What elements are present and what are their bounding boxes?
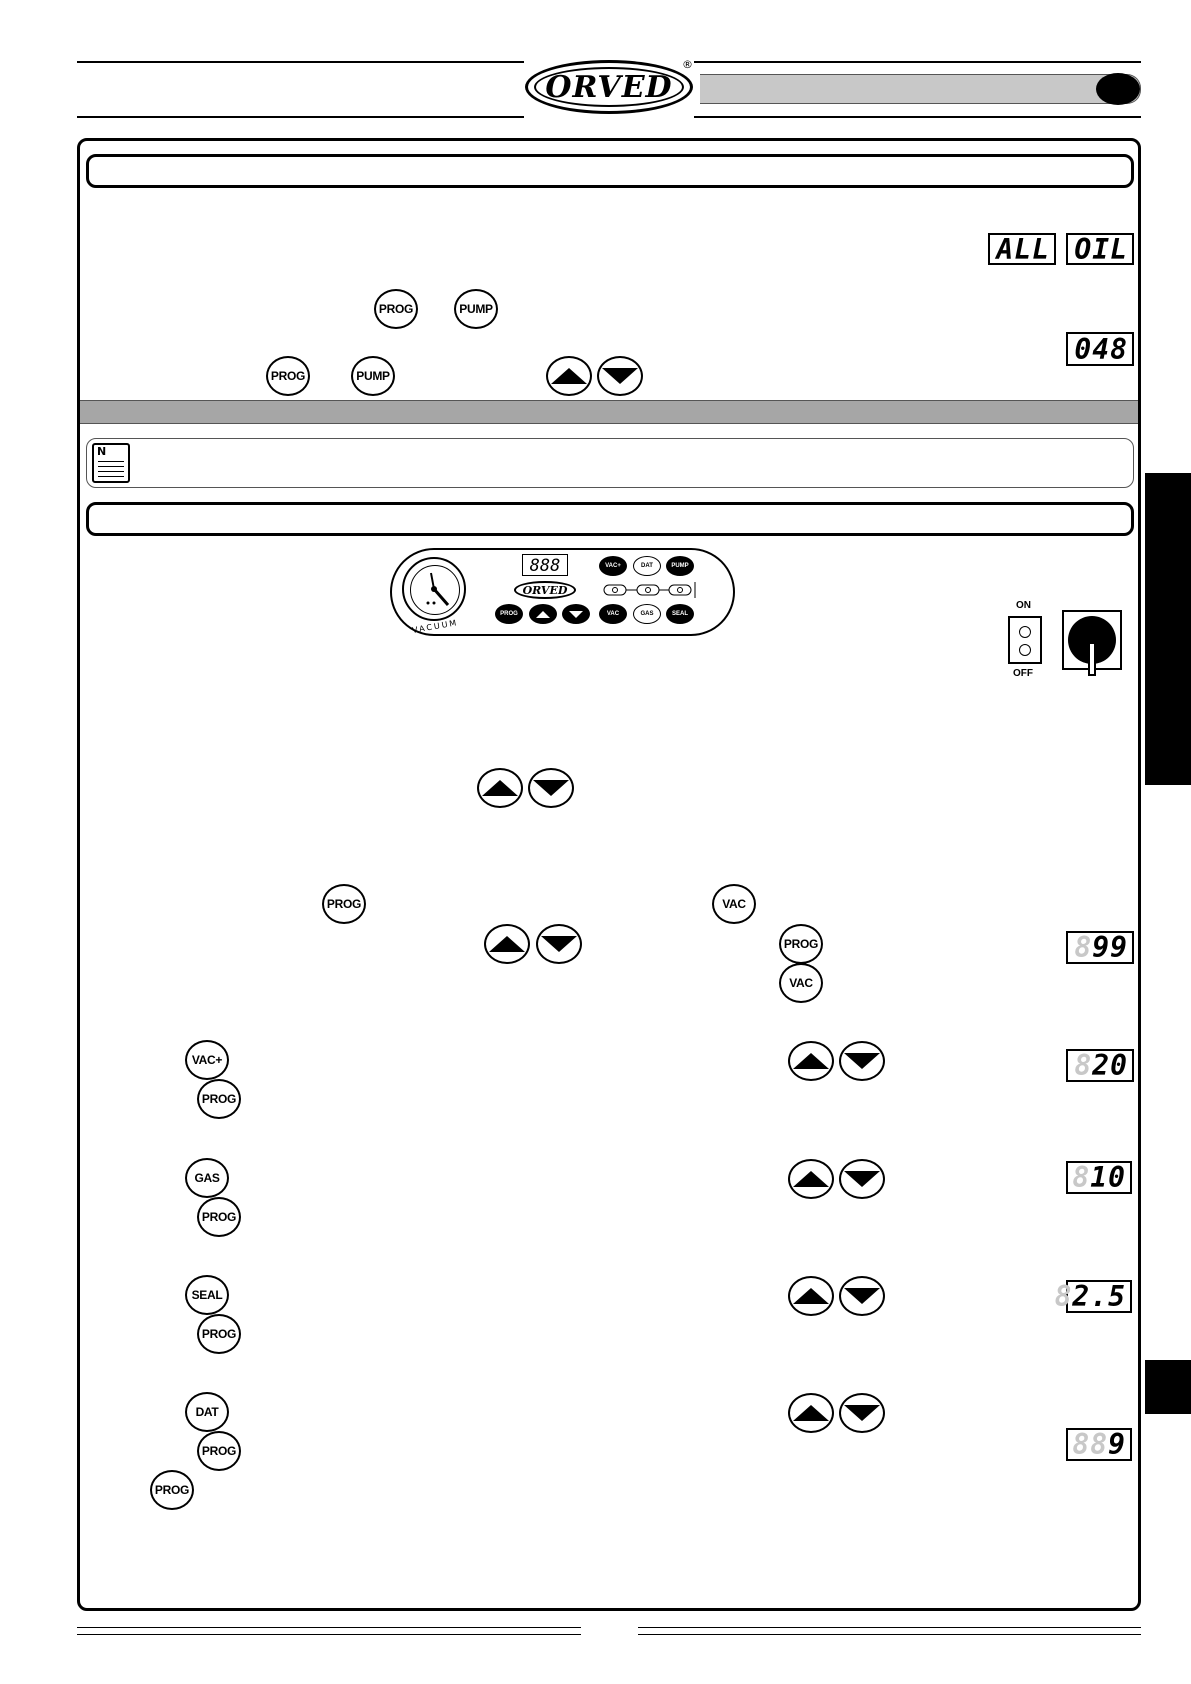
- orved-logo: [525, 60, 693, 114]
- arrow-down-button[interactable]: [839, 1276, 885, 1316]
- display-dat-value: 9: [1108, 1428, 1126, 1461]
- prog-button-label: PROG: [270, 369, 306, 383]
- arrow-up-button[interactable]: [788, 1159, 834, 1199]
- display-vac-value: 99: [1092, 931, 1128, 964]
- arrow-up-icon: [793, 1288, 829, 1304]
- prog-button-label: PROG: [201, 1444, 237, 1458]
- display-all-text: ALL: [996, 232, 1050, 266]
- display-gas-value: 10: [1090, 1161, 1126, 1194]
- pump-button[interactable]: [454, 289, 498, 329]
- panel-up-button: [529, 604, 557, 624]
- arrow-up-icon: [489, 936, 525, 952]
- vacplus-button[interactable]: [185, 1040, 229, 1080]
- arrow-up-button[interactable]: [788, 1276, 834, 1316]
- prog-button[interactable]: [150, 1470, 194, 1510]
- arrow-up-button[interactable]: [546, 356, 592, 396]
- display-seal-value: 2.5: [1072, 1280, 1126, 1313]
- pump-button-label: PUMP: [459, 302, 493, 316]
- display-vacplus-dim: 8: [1074, 1049, 1093, 1082]
- display-dat: [1066, 1428, 1132, 1461]
- arrow-down-icon: [844, 1171, 880, 1187]
- arrow-up-button[interactable]: [477, 768, 523, 808]
- side-tab-chapter: [1145, 473, 1191, 785]
- arrow-down-button[interactable]: [839, 1159, 885, 1199]
- panel-down-button: [562, 604, 590, 624]
- panel-display: 888: [522, 554, 568, 576]
- arrow-down-icon: [844, 1288, 880, 1304]
- vac-button[interactable]: [779, 963, 823, 1003]
- vacplus-button-label: VAC+: [191, 1053, 223, 1067]
- header-grey-bar: [700, 74, 1141, 104]
- rotary-switch-icon[interactable]: [1062, 610, 1122, 670]
- footer-rule-left-1: [77, 1627, 581, 1628]
- panel-vac-button: VAC: [599, 604, 627, 624]
- section-title-bar-alarm: [86, 154, 1134, 188]
- switch-on-label: ON: [1016, 600, 1031, 611]
- panel-seal-button: SEAL: [666, 604, 694, 624]
- header-black-tab: [1096, 73, 1140, 105]
- header-rule-right-bottom: [694, 116, 1141, 118]
- panel-dat-button: DAT: [633, 556, 661, 576]
- dat-button-label: DAT: [195, 1405, 219, 1419]
- arrow-down-icon: [541, 936, 577, 952]
- prog-button[interactable]: [197, 1197, 241, 1237]
- prog-button[interactable]: [779, 924, 823, 964]
- arrow-down-icon: [844, 1053, 880, 1069]
- gauge-label: VACUUM: [411, 618, 459, 635]
- gas-button-label: GAS: [194, 1171, 220, 1185]
- arrow-down-button[interactable]: [536, 924, 582, 964]
- display-vacplus-value: 20: [1092, 1049, 1128, 1082]
- vac-button[interactable]: [712, 884, 756, 924]
- display-all: [988, 233, 1056, 265]
- arrow-up-button[interactable]: [788, 1041, 834, 1081]
- display-gas: [1066, 1161, 1132, 1194]
- rocker-switch-icon[interactable]: [1008, 616, 1042, 664]
- dat-button[interactable]: [185, 1392, 229, 1432]
- arrow-down-button[interactable]: [839, 1393, 885, 1433]
- panel-arrow-down-icon: [569, 611, 583, 618]
- footer-rule-left-2: [77, 1634, 581, 1635]
- seal-button-label: SEAL: [191, 1288, 223, 1302]
- display-vacplus: [1066, 1049, 1134, 1082]
- prog-button-label: PROG: [154, 1483, 190, 1497]
- display-dat-dim: 88: [1072, 1428, 1109, 1461]
- arrow-up-icon: [793, 1171, 829, 1187]
- prog-button[interactable]: [322, 884, 366, 924]
- arrow-down-icon: [844, 1405, 880, 1421]
- display-seal-dim: 8: [1054, 1280, 1073, 1313]
- display-seal: [1054, 1280, 1132, 1313]
- arrow-up-icon: [793, 1405, 829, 1421]
- panel-prog-button: PROG: [495, 604, 523, 624]
- panel-logo: ORVED: [514, 581, 576, 599]
- arrow-up-icon: [551, 368, 587, 384]
- seal-button[interactable]: [185, 1275, 229, 1315]
- panel-chain-icons: [603, 582, 699, 598]
- arrow-up-icon: [793, 1053, 829, 1069]
- footer-rule-right-2: [638, 1634, 1141, 1635]
- pump-button[interactable]: [351, 356, 395, 396]
- display-oil-hours: [1066, 332, 1134, 366]
- display-vac-dim: 8: [1074, 931, 1093, 964]
- prog-button-label: PROG: [326, 897, 362, 911]
- prog-button[interactable]: [266, 356, 310, 396]
- prog-button[interactable]: [197, 1079, 241, 1119]
- prog-button[interactable]: [197, 1314, 241, 1354]
- grey-separator-band: [80, 400, 1138, 424]
- footer-rule-right-1: [638, 1627, 1141, 1628]
- arrow-down-icon: [602, 368, 638, 384]
- arrow-up-button[interactable]: [788, 1393, 834, 1433]
- gas-button[interactable]: [185, 1158, 229, 1198]
- arrow-down-button[interactable]: [597, 356, 643, 396]
- section-title-bar-program: [86, 502, 1134, 536]
- switch-off-label: OFF: [1013, 668, 1033, 679]
- header-rule-left-top: [77, 61, 524, 63]
- arrow-down-button[interactable]: [839, 1041, 885, 1081]
- prog-button-label: PROG: [783, 937, 819, 951]
- display-gas-dim: 8: [1072, 1161, 1091, 1194]
- header-rule-right-top: [694, 61, 1141, 63]
- vacuum-gauge-icon: [402, 557, 466, 621]
- display-oil: [1066, 233, 1134, 265]
- prog-button[interactable]: [197, 1431, 241, 1471]
- panel-arrow-up-icon: [536, 611, 550, 618]
- header-rule-left-bottom: [77, 116, 524, 118]
- note-box: [86, 438, 1134, 488]
- note-icon: N: [92, 443, 130, 483]
- panel-pump-button: PUMP: [666, 556, 694, 576]
- arrow-up-icon: [482, 780, 518, 796]
- registered-mark: ®: [682, 58, 693, 71]
- vac-button-label: VAC: [789, 976, 813, 990]
- display-vac: [1066, 931, 1134, 964]
- prog-button[interactable]: [374, 289, 418, 329]
- prog-button-label: PROG: [201, 1092, 237, 1106]
- prog-button-label: PROG: [201, 1210, 237, 1224]
- arrow-down-button[interactable]: [528, 768, 574, 808]
- side-tab-page: [1145, 1360, 1191, 1414]
- vac-button-label: VAC: [722, 897, 746, 911]
- display-oil-hours-text: 048: [1074, 332, 1128, 366]
- arrow-up-button[interactable]: [484, 924, 530, 964]
- display-oil-text: OIL: [1074, 232, 1128, 266]
- pump-button-label: PUMP: [356, 369, 390, 383]
- prog-button-label: PROG: [201, 1327, 237, 1341]
- arrow-down-icon: [533, 780, 569, 796]
- panel-gas-button: GAS: [633, 604, 661, 624]
- logo-text: ORVED: [545, 69, 673, 105]
- prog-button-label: PROG: [378, 302, 414, 316]
- panel-vacplus-button: VAC+: [599, 556, 627, 576]
